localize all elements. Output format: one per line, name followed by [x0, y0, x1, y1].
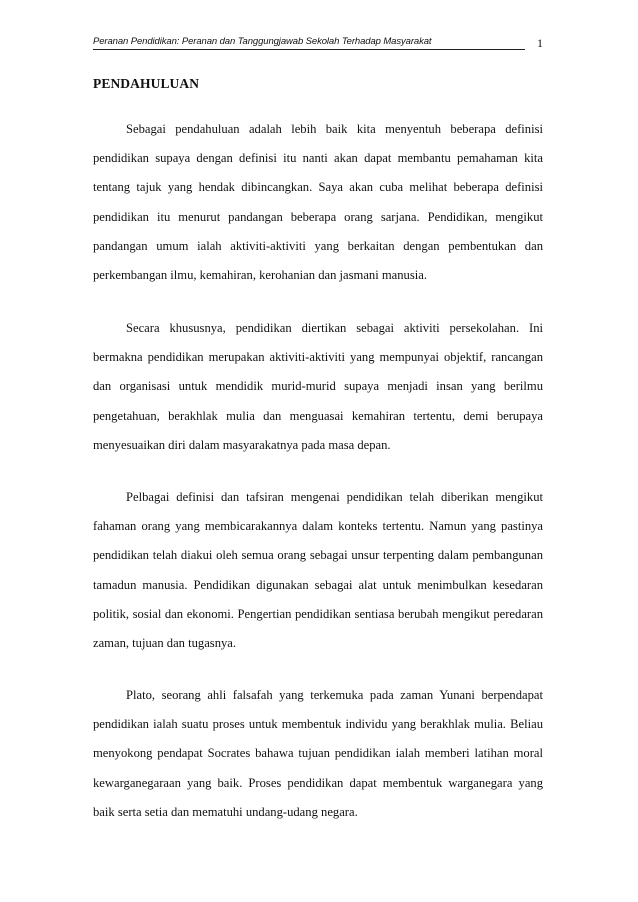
- section-heading: PENDAHULUAN: [93, 76, 200, 91]
- page-number: 1: [537, 36, 543, 50]
- header-title: Peranan Pendidikan: Peranan dan Tanggungjawab Sekolah Terhadap Masyarakat: [93, 36, 432, 47]
- header-rule: [93, 49, 525, 50]
- paragraph-2: Secara khususnya, pendidikan diertikan sebagai aktiviti persekolahan. Ini bermakna pendidikan merupakan aktiviti-aktiviti yang mempunyai objektif, rancangan dan organisasi untuk mendidik murid-murid supaya menjadi insan yang berilmu pengetahuan, berakhlak mulia dan menguasai kemahiran tertentu, demi berupaya menyesuaikan diri dalam masyarakatnya pada masa depan.: [93, 321, 543, 452]
- page-header: [93, 28, 553, 54]
- paragraph-1: Sebagai pendahuluan adalah lebih baik kita menyentuh beberapa definisi pendidikan supaya dengan definisi itu nanti akan dapat membantu pemahaman kita tentang tajuk yang hendak dibincangkan. Saya akan cuba melihat beberapa definisi pendidikan itu menurut pandangan beberapa orang sarjana. Pendidikan, mengikut pandangan umum ialah aktiviti-aktiviti yang berkaitan dengan pembentukan dan perkembangan ilmu, kemahiran, kerohanian dan jasmani manusia.: [93, 122, 543, 283]
- paragraph-4: Plato, seorang ahli falsafah yang terkemuka pada zaman Yunani berpendapat pendidikan ialah suatu proses untuk membentuk individu yang berakhlak mulia. Beliau menyokong pendapat Socrates bahawa tujuan pendidikan ialah memberi latihan moral kewarganegaraan yang baik. Proses pendidikan dapat membentuk warganegara yang baik serta setia dan mematuhi undang-udang negara.: [93, 688, 543, 819]
- paragraph-3: Pelbagai definisi dan tafsiran mengenai pendidikan telah diberikan mengikut fahaman orang yang membicarakannya dalam konteks tertentu. Namun yang pastinya pendidikan telah diakui oleh semua orang sebagai unsur terpenting dalam pembangunan tamadun manusia. Pendidikan digunakan sebagai alat untuk menimbulkan kesedaran politik, sosial dan ekonomi. Pengertian pendidikan sentiasa berubah mengikut peredaran zaman, tujuan dan tugasnya.: [93, 490, 543, 651]
